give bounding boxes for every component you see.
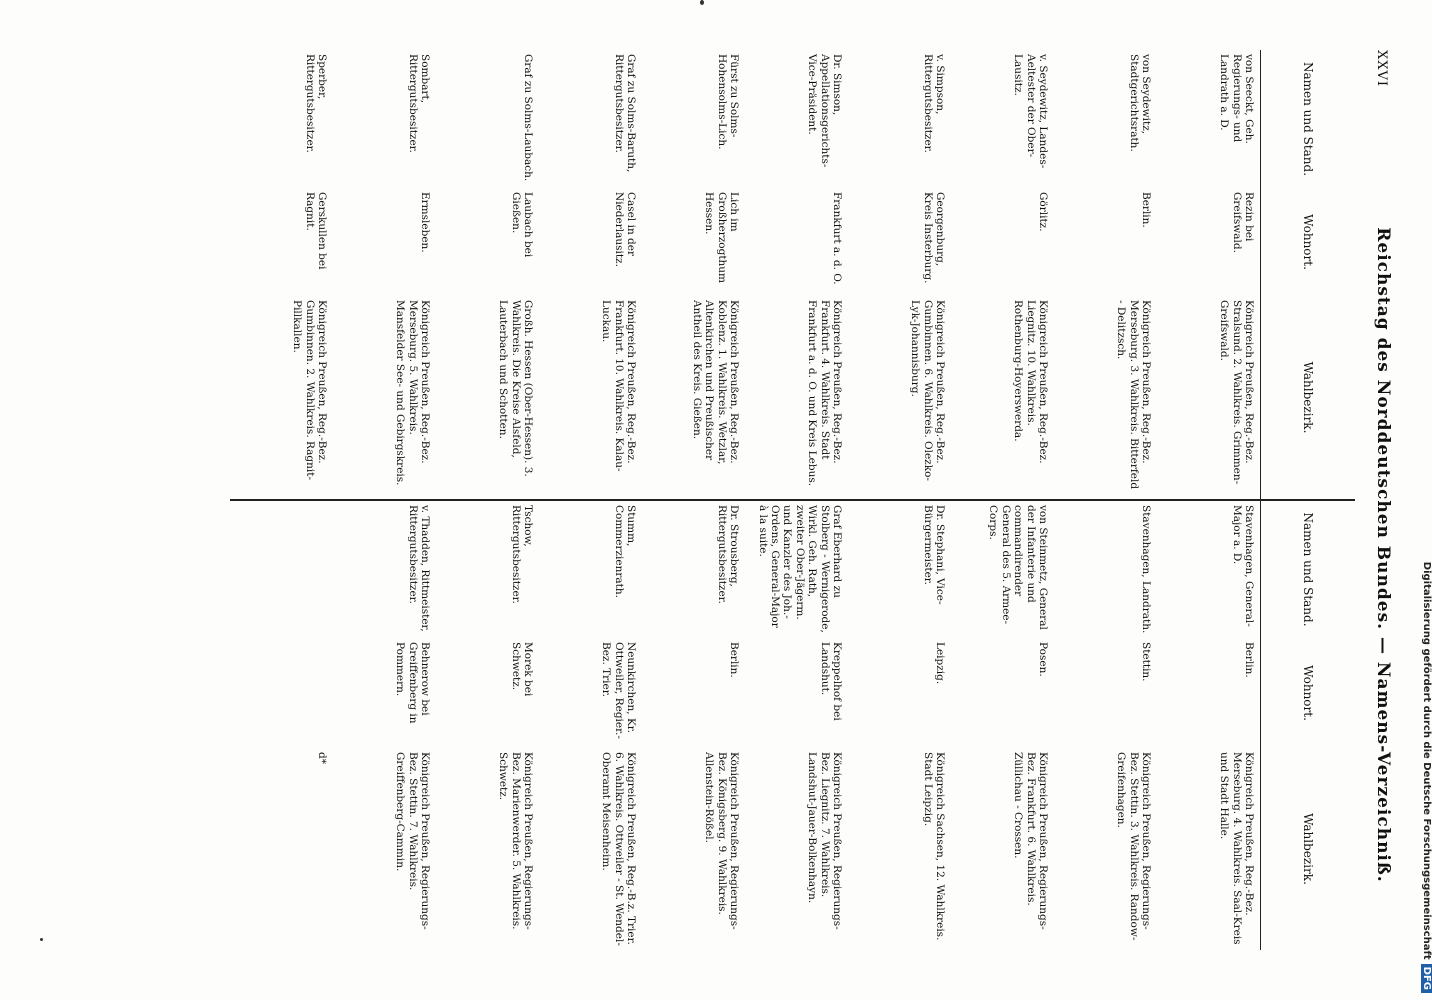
running-title: Reichstag des Norddeutschen Bundes. — Namens-Verzeichniß. bbox=[1373, 227, 1393, 883]
member-wahlbezirk: Königreich Preußen, Reg.-Bez. Merseburg. 3. Wahlkreis. Bitterfeld - Delitzsch. bbox=[1054, 296, 1157, 500]
member-name: Graf Eberhard zu Stolberg - Wernigerode, Wirkl. Geh. Rath, zweiter Ober-Jägerm. und Kanzler des Joh.-Ordens, General-Major à la suite. bbox=[756, 505, 843, 633]
member-wohnort: Gerskullen bei Ragnit. bbox=[303, 192, 328, 270]
member-wahlbezirk: Königreich Preußen, Reg.-Bez. Stralsund. 2. Wahlkreis. Grimmen-Greifswald. bbox=[1157, 296, 1261, 500]
member-name: Stumm, Commerzienrath. bbox=[612, 505, 637, 598]
member-name: v. Thadden, Rittmeister, Rittergutsbesitzer. bbox=[406, 505, 431, 632]
digitization-credit bbox=[1418, 8, 1432, 993]
table-row bbox=[848, 50, 951, 950]
member-name: Tschow, Rittergutsbesitzer. bbox=[509, 505, 534, 604]
member-name: v. Seydewitz, Landes-Aeltester der Ober-Lausitz. bbox=[1012, 54, 1049, 169]
member-name: Stavenhagen, General-Major a. D. bbox=[1230, 505, 1255, 627]
member-wahlbezirk: Königreich Preußen, Regierungs-Bez. Königsberg. 9. Wahlkreis. Allenstein-Rößel. bbox=[703, 752, 740, 930]
member-wohnort: Rezin bei Greifswald. bbox=[1230, 192, 1255, 253]
table-row bbox=[436, 50, 539, 950]
member-wahlbezirk: Königreich Preußen, Regierungs-Bez. Liegnitz. 7. Wahlkreis. Landshut-Jauer-Bolkenhayn. bbox=[806, 752, 843, 930]
col-header-wohnort-right: Wohnort. bbox=[1261, 638, 1356, 748]
member-wahlbezirk: Königreich Preußen, Regierungs-Bez. Frankfurt. 6. Wahlkreis. Züllichau - Crossen. bbox=[1012, 752, 1049, 930]
member-name: von Seeckt, Geh. Regierungs- und Landrath a. D. bbox=[1218, 54, 1255, 144]
member-wahlbezirk: Königreich Preußen, Reg.-Bez. Koblenz. 1. Wahlkreis. Wetzlar, Altenkirchen und Preußischer Antheil des Kreis. Gießen. bbox=[642, 296, 745, 500]
member-wahlbezirk: Königreich Preußen, Regierungs-Bez. Stettin. 3. Wahlkreis. Randow-Greifenhagen. bbox=[1115, 752, 1152, 941]
member-name: Dr. Strousberg, Rittergutsbesitzer. bbox=[715, 505, 740, 604]
member-wohnort: Görlitz. bbox=[1037, 192, 1049, 232]
member-name: Dr. Stephani, Vice-Bürgermeister. bbox=[921, 505, 946, 605]
member-wahlbezirk: Königreich Preußen, Reg.-Bez. Merseburg. 5. Wahlkreis. Mansfelder See- und Gebirgskreis. bbox=[333, 296, 436, 500]
page-header bbox=[1355, 50, 1395, 950]
member-wohnort: Behnerow bei Greiffenberg in Pommern. bbox=[394, 642, 431, 724]
table-row bbox=[230, 50, 333, 950]
member-wahlbezirk: Königreich Preußen, Reg.-Bez. Gumbinnen. 6. Wahlkreis. Olezko-Lyk-Johannisburg. bbox=[848, 296, 951, 500]
col-header-wahlbezirk-right: Wahlbezirk. bbox=[1261, 748, 1356, 950]
member-wohnort: Stettin. bbox=[1140, 642, 1152, 682]
member-wohnort: Lich im Großherzogthum Hessen. bbox=[703, 192, 740, 284]
member-wahlbezirk: Königreich Preußen, Regierungs-Bez. Stettin. 7. Wahlkreis. Greiffenberg-Cammin. bbox=[394, 752, 431, 930]
member-name: Fürst zu Solms-Hohensolms-Lich. bbox=[715, 54, 740, 150]
member-wohnort: Frankfurt a. d. O. bbox=[831, 192, 843, 285]
member-wahlbezirk: Königreich Preußen, Reg.-Bez. Gumbinnen. 2. Wahlkreis. Ragnit-Pillkallen. bbox=[230, 296, 333, 500]
member-wohnort: Leipzig. bbox=[934, 642, 946, 685]
table-row bbox=[1054, 50, 1157, 950]
member-wohnort: Neunkirchen, Kr. Ottweiler, Regier.-Bez. Trier. bbox=[600, 642, 637, 739]
table-row bbox=[951, 50, 1054, 950]
member-register-table bbox=[230, 50, 1355, 950]
col-header-wohnort-left: Wohnort. bbox=[1261, 188, 1356, 296]
column-header-row bbox=[1261, 50, 1356, 950]
member-wohnort bbox=[230, 638, 333, 748]
member-name: Sombart, Rittergutsbesitzer. bbox=[406, 54, 431, 153]
member-wohnort: Georgenburg, Kreis Insterburg. bbox=[921, 192, 946, 284]
member-wohnort: Casel in der Niederlausitz. bbox=[612, 192, 637, 267]
member-wohnort: Berlin. bbox=[1140, 192, 1152, 228]
member-wohnort: Berlin. bbox=[1243, 642, 1255, 678]
member-name: Dr. Simson, Appellationsgerichts-Vice-Präsident. bbox=[806, 54, 843, 168]
page-number: XXVI bbox=[1374, 50, 1389, 88]
member-name: Sperber, Rittergutsbesitzer. bbox=[303, 54, 328, 153]
dfg-logo: DFG bbox=[1421, 964, 1432, 993]
table-row bbox=[642, 50, 745, 950]
member-wahlbezirk: Königreich Preußen, Reg.-Bez. Merseburg. 4. Wahlkreis. Saal-Kreis und Stadt Halle. bbox=[1218, 752, 1255, 945]
member-name: Stavenhagen, Landrath. bbox=[1140, 505, 1152, 634]
digitization-note: Digitalisierung gefördert durch die Deutsche Forschungsgemeinschaft bbox=[1421, 561, 1432, 960]
member-wahlbezirk: Großh. Hessen (Ober-Hessen). 3. Wahlkreis. Die Kreise Alsfeld, Lauterbach und Schotten. bbox=[436, 296, 539, 500]
member-wohnort: Laubach bei Gießen. bbox=[509, 192, 534, 258]
member-wahlbezirk: Königreich Preußen, Reg.-B.z. Trier. 6. Wahlkreis. Ottweiler - St. Wendel-Oberamt Meisenheim. bbox=[600, 752, 637, 946]
member-wahlbezirk: Königreich Sachsen, 12. Wahlkreis. Stadt Leipzig. bbox=[921, 752, 946, 941]
member-wahlbezirk: Königreich Preußen, Reg.-Bez. Frankfurt. 4. Wahlkreis. Stadt Frankfurt a. d. O. und Kreis Lebus. bbox=[745, 296, 848, 500]
col-header-name-right: Namen und Stand. bbox=[1261, 500, 1356, 638]
col-header-name-left: Namen und Stand. bbox=[1261, 50, 1356, 188]
member-name: v. Simpson, Rittergutsbesitzer. bbox=[921, 54, 946, 153]
member-name: von Seydewitz, Stadtgerichtsrath. bbox=[1127, 54, 1152, 152]
member-name: Graf zu Solms-Baruth, Rittergutsbesitzer. bbox=[612, 54, 637, 173]
scan-speck bbox=[40, 938, 43, 941]
table-row bbox=[745, 50, 848, 950]
member-wohnort: Ermsleben. bbox=[419, 192, 431, 253]
member-wahlbezirk: Königreich Preußen, Reg.-Bez. Liegnitz. 10. Wahlkreis. Rothenburg-Hoyerswerda. bbox=[951, 296, 1054, 500]
member-name: Graf zu Solms-Laubach. bbox=[522, 54, 534, 182]
table-row bbox=[333, 50, 436, 950]
member-wahlbezirk: Königreich Preußen, Regierungs-Bez. Marienwerder. 5. Wahlkreis. Schwetz. bbox=[497, 752, 534, 930]
member-wohnort: Kreppelhof bei Landshut. bbox=[818, 642, 843, 721]
member-wohnort: Berlin. bbox=[728, 642, 740, 678]
member-wahlbezirk: d* bbox=[316, 752, 328, 764]
member-name: von Steinmetz, General der Infanterie und commandirender General des 5. Armee-Corps. bbox=[987, 505, 1049, 630]
member-wahlbezirk: Königreich Preußen, Reg.-Bez. Frankfurt. 10. Wahlkreis. Kalau-Luckau. bbox=[539, 296, 642, 500]
rotated-register-page bbox=[35, 50, 1395, 950]
member-wohnort: Morek bei Schwetz. bbox=[509, 642, 534, 697]
scan-speck bbox=[700, 0, 704, 5]
col-header-wahlbezirk-left: Wahlbezirk. bbox=[1261, 296, 1356, 500]
table-row bbox=[539, 50, 642, 950]
member-name bbox=[230, 500, 333, 638]
member-wohnort: Posen. bbox=[1037, 642, 1049, 677]
table-row bbox=[1157, 50, 1261, 950]
